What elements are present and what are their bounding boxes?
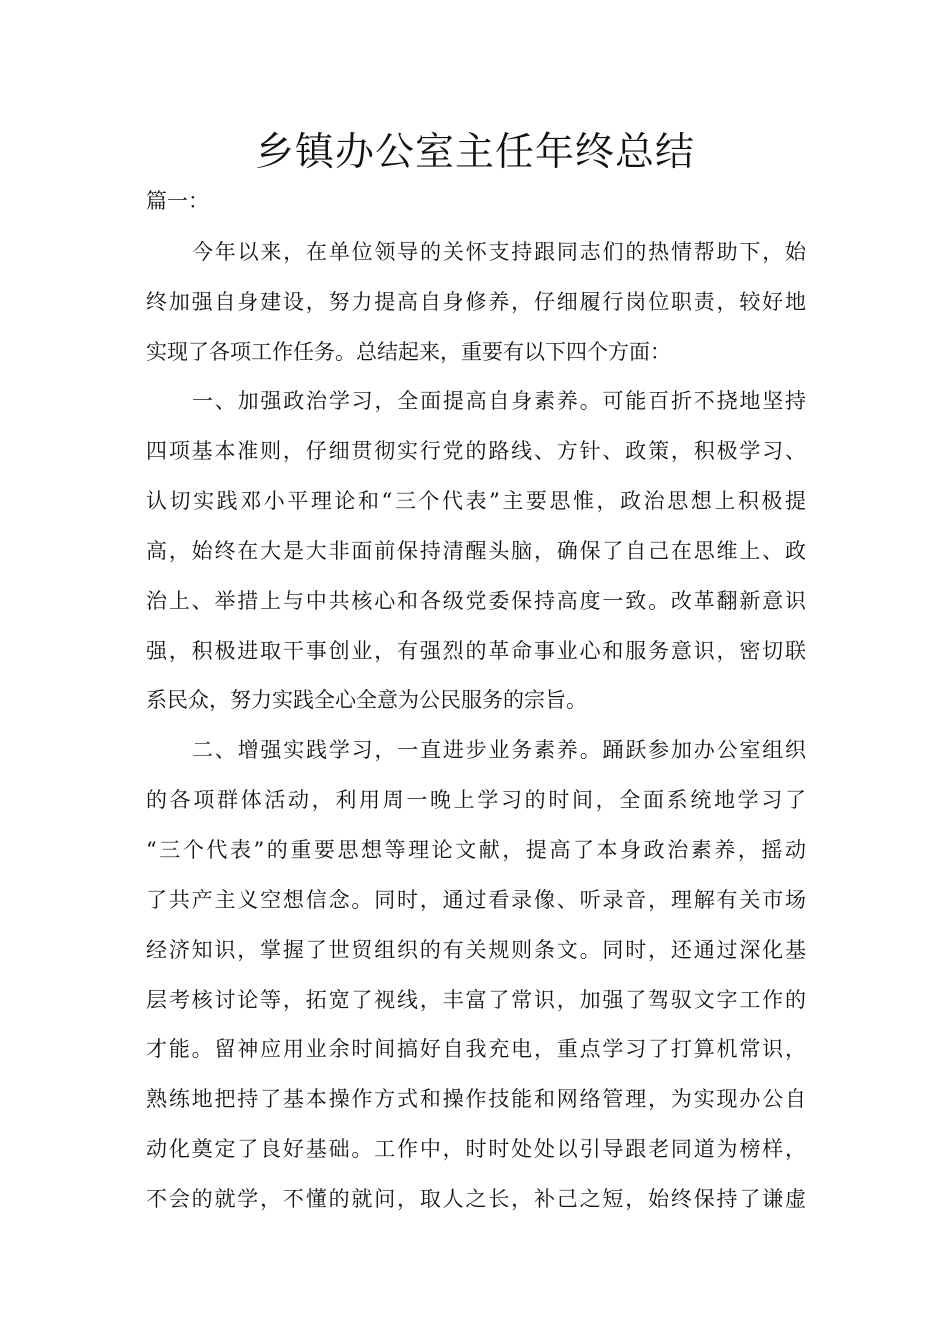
paragraph-line: 一、加强政治学习，全面提高自身素养。可能百折不挠地坚持	[192, 389, 806, 413]
paragraph-line: 治上、举措上与中共核心和各级党委保持高度一致。改革翻新意识	[146, 589, 806, 613]
paragraph-line: 实现了各项工作任务。总结起来，重要有以下四个方面：	[146, 340, 671, 364]
paragraph-line: 熟练地把持了基本操作方式和操作技能和网络管理，为实现办公自	[146, 1087, 806, 1111]
paragraph-line: 经济知识，掌握了世贸组织的有关规则条文。同时，还通过深化基	[146, 938, 806, 962]
paragraph-line: 层考核讨论等，拓宽了视线，丰富了常识，加强了驾驭文字工作的	[146, 988, 806, 1012]
paragraph-line: 二、增强实践学习，一直进步业务素养。踊跃参加办公室组织	[192, 738, 806, 762]
document-title: 乡镇办公室主任年终总结	[254, 130, 695, 175]
paragraph-line: 高，始终在大是大非面前保持清醒头脑，确保了自己在思维上、政	[146, 539, 806, 563]
paragraph-line: 今年以来，在单位领导的关怀支持跟同志们的热情帮助下，始	[192, 240, 806, 264]
paragraph-line: “三个代表”的重要思想等理论文献，提高了本身政治素养，摇动	[146, 838, 806, 862]
paragraph-line: 认切实践邓小平理论和“三个代表”主要思惟，政治思想上积极提	[146, 489, 806, 513]
paragraph-line: 的各项群体活动，利用周一晚上学习的时间，全面系统地学习了	[146, 788, 806, 812]
paragraph-line: 不会的就学，不懂的就问，取人之长，补己之短，始终保持了谦虚	[146, 1187, 806, 1211]
section-label: 篇一：	[146, 189, 209, 213]
paragraph-line: 终加强自身建设，努力提高自身修养，仔细履行岗位职责，较好地	[146, 290, 806, 314]
paragraph-line: 了共产主义空想信念。同时，通过看录像、听录音，理解有关市场	[146, 888, 806, 912]
paragraph-line: 动化奠定了良好基础。工作中，时时处处以引导跟老同道为榜样，	[146, 1137, 806, 1161]
paragraph-line: 才能。留神应用业余时间搞好自我充电，重点学习了打算机常识，	[146, 1037, 806, 1061]
paragraph-line: 系民众，努力实践全心全意为公民服务的宗旨。	[146, 688, 587, 712]
paragraph-line: 四项基本准则，仔细贯彻实行党的路线、方针、政策，积极学习、	[146, 439, 806, 463]
paragraph-line: 强，积极进取干事创业，有强烈的革命事业心和服务意识，密切联	[146, 639, 806, 663]
